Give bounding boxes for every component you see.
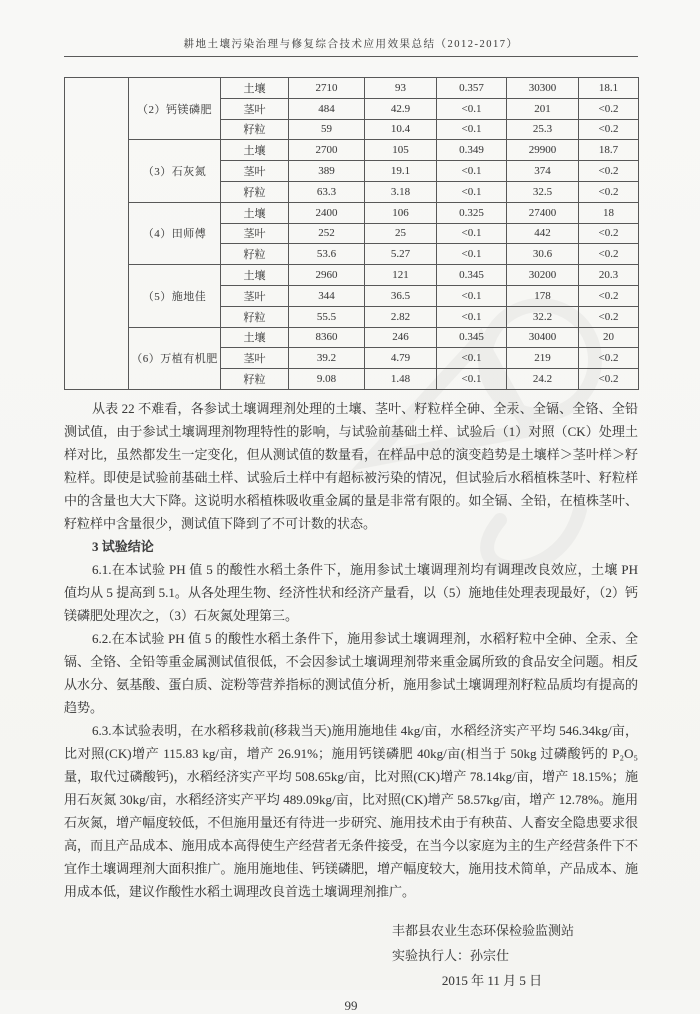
value-cell: <0.1 — [437, 181, 507, 202]
value-cell: <0.2 — [579, 348, 639, 369]
value-cell: 30300 — [507, 78, 579, 99]
value-cell: <0.2 — [579, 161, 639, 182]
treatment-name-cell: （2）钙镁磷肥 — [129, 78, 221, 140]
sample-type-cell: 茎叶 — [221, 348, 289, 369]
value-cell: <0.1 — [437, 285, 507, 306]
page-header-title: 耕地土壤污染治理与修复综合技术应用效果总结（2012-2017） — [64, 36, 638, 57]
sample-type-cell: 土壤 — [221, 140, 289, 161]
value-cell: 0.349 — [437, 140, 507, 161]
value-cell: 53.6 — [289, 244, 365, 265]
value-cell: <0.2 — [579, 223, 639, 244]
value-cell: <0.1 — [437, 161, 507, 182]
value-cell: 3.18 — [365, 181, 437, 202]
value-cell: 59 — [289, 119, 365, 140]
sample-type-cell: 籽粒 — [221, 119, 289, 140]
value-cell: 0.345 — [437, 327, 507, 348]
value-cell: 442 — [507, 223, 579, 244]
value-cell: 32.5 — [507, 181, 579, 202]
value-cell: 389 — [289, 161, 365, 182]
value-cell: 9.08 — [289, 369, 365, 390]
sample-type-cell: 籽粒 — [221, 306, 289, 327]
sample-type-cell: 土壤 — [221, 78, 289, 99]
value-cell: 2.82 — [365, 306, 437, 327]
sample-type-cell: 茎叶 — [221, 98, 289, 119]
value-cell: <0.1 — [437, 119, 507, 140]
value-cell: <0.1 — [437, 369, 507, 390]
value-cell: 10.4 — [365, 119, 437, 140]
value-cell: 18 — [579, 202, 639, 223]
treatment-name-cell: （3）石灰氮 — [129, 140, 221, 202]
empty-spanner-cell — [65, 78, 129, 390]
value-cell: 484 — [289, 98, 365, 119]
treatment-table-body — [65, 78, 639, 390]
sample-type-cell: 土壤 — [221, 327, 289, 348]
treatment-name-cell: （6）万植有机肥 — [129, 327, 221, 389]
section-heading-conclusions: 3 试验结论 — [91, 538, 154, 554]
value-cell: <0.2 — [579, 244, 639, 265]
value-cell: 93 — [365, 78, 437, 99]
value-cell: 105 — [365, 140, 437, 161]
value-cell: <0.1 — [437, 98, 507, 119]
value-cell: <0.2 — [579, 181, 639, 202]
paragraph-6-3: 6.3.本试验表明，在水稻移栽前(移栽当天)施用施地佳 4kg/亩，水稻经济实产平均 546.34kg/亩，比对照(CK)增产 115.83 kg/亩，增产 26.91%；施用钙镁磷肥 40kg/亩(相当于 50kg 过磷酸钙的 P₂O₅ 量，取代过磷酸钙)，水稻经济实产平均 508.65kg/亩，比对照(CK)增产 78.14kg/亩，增产 18.15%；施用石灰氮 30kg/亩，水稻经济实产平均 489.09kg/亩，比对照(CK)增产 58.57kg/亩，增产 12.78%。施用石灰氮，增产幅度较低，不但施用量还有待进一步研究、施用技术由于有秧苗、人畜安全隐患要求很高，而且产品成本、施用成本高得使生产经营者无条件接受，在当今以家庭为主的生产经营条件下不宜作土壤调理剂大面积推广。施用施地佳、钙镁磷肥，增产幅度较大，施用技术简单，产品成本、施用成本低，建议作酸性水稻土调理改良首选土壤调理剂推广。 — [64, 722, 638, 899]
value-cell: 178 — [507, 285, 579, 306]
value-cell: 20.3 — [579, 265, 639, 286]
table-row — [65, 140, 639, 161]
sample-type-cell: 土壤 — [221, 265, 289, 286]
value-cell: 252 — [289, 223, 365, 244]
value-cell: 0.345 — [437, 265, 507, 286]
value-cell: 8360 — [289, 327, 365, 348]
sample-type-cell: 茎叶 — [221, 223, 289, 244]
signature-date: 2015 年 11 月 5 日 — [441, 972, 543, 988]
sample-type-cell: 茎叶 — [221, 161, 289, 182]
value-cell: <0.2 — [579, 369, 639, 390]
value-cell: <0.2 — [579, 306, 639, 327]
value-cell: 39.2 — [289, 348, 365, 369]
value-cell: 106 — [365, 202, 437, 223]
value-cell: <0.1 — [437, 348, 507, 369]
value-cell: 32.2 — [507, 306, 579, 327]
page-number: 99 — [344, 997, 358, 1013]
page-content — [64, 0, 638, 1014]
value-cell: 18.7 — [579, 140, 639, 161]
value-cell: 29900 — [507, 140, 579, 161]
value-cell: 0.357 — [437, 78, 507, 99]
value-cell: 2960 — [289, 265, 365, 286]
treatment-name-cell: （5）施地佳 — [129, 265, 221, 327]
value-cell: 25 — [365, 223, 437, 244]
paragraph-6-1: 6.1.在本试验 PH 值 5 的酸性水稻土条件下，施用参试土壤调理剂均有调理改良效应，土壤 PH 值均从 5 提高到 5.1。从各处理生物、经济性状和经济产量看，以（5）施地佳处理表现最好，（2）钙镁磷肥处理次之，（3）石灰氮处理第三。 — [64, 561, 638, 623]
treatment-results-table — [64, 77, 639, 390]
sample-type-cell: 籽粒 — [221, 369, 289, 390]
value-cell: 18.1 — [579, 78, 639, 99]
body-text — [64, 397, 638, 903]
value-cell: <0.1 — [437, 306, 507, 327]
value-cell: 24.2 — [507, 369, 579, 390]
value-cell: 42.9 — [365, 98, 437, 119]
value-cell: 30400 — [507, 327, 579, 348]
value-cell: <0.2 — [579, 285, 639, 306]
value-cell: 219 — [507, 348, 579, 369]
paragraph-6-2: 6.2.在本试验 PH 值 5 的酸性水稻土条件下，施用参试土壤调理剂，水稻籽粒中全砷、全汞、全镉、全铬、全铅等重金属测试值很低，不会因参试土壤调理剂带来重金属所致的食品安全问题。相反从水分、氨基酸、蛋白质、淀粉等营养指标的测试值分析，施用参试土壤调理剂籽粒品质均有提高的趋势。 — [64, 630, 638, 715]
value-cell: <0.1 — [437, 223, 507, 244]
value-cell: 1.48 — [365, 369, 437, 390]
value-cell: 27400 — [507, 202, 579, 223]
sample-type-cell: 土壤 — [221, 202, 289, 223]
value-cell: 0.325 — [437, 202, 507, 223]
value-cell: 344 — [289, 285, 365, 306]
value-cell: <0.2 — [579, 98, 639, 119]
value-cell: 25.3 — [507, 119, 579, 140]
value-cell: <0.1 — [437, 244, 507, 265]
value-cell: 2400 — [289, 202, 365, 223]
signature-executor: 实验执行人：孙宗仕 — [392, 947, 510, 963]
paragraph-summary: 从表 22 不难看，各参试土壤调理剂处理的土壤、茎叶、籽粒样全砷、全汞、全镉、全铬、全铅测试值，由于参试土壤调理剂物理特性的影响，与试验前基础土样、试验后（1）对照（CK）处理土样对比，虽然都发生一定变化，但从测试值的数量看，在样品中总的演变趋势是土壤样＞茎叶样＞籽粒样。即使是试验前基础土样、试验后土样中有超标被污染的情况，但试验后水稻植株茎叶、籽粒样中的含量也大大下降。这说明水稻植株吸收重金属的量是非常有限的。如全镉、全铅，在植株茎叶、籽粒样中含量很少，测试值下降到了不可计数的状态。 — [64, 400, 638, 531]
signature-organization: 丰都县农业生态环保检验监测站 — [392, 922, 575, 938]
sample-type-cell: 茎叶 — [221, 285, 289, 306]
sample-type-cell: 籽粒 — [221, 244, 289, 265]
signature-block — [392, 918, 592, 993]
value-cell: 19.1 — [365, 161, 437, 182]
value-cell: 30200 — [507, 265, 579, 286]
value-cell: 36.5 — [365, 285, 437, 306]
value-cell: 30.6 — [507, 244, 579, 265]
value-cell: 2710 — [289, 78, 365, 99]
value-cell: 201 — [507, 98, 579, 119]
value-cell: 55.5 — [289, 306, 365, 327]
value-cell: 374 — [507, 161, 579, 182]
value-cell: 20 — [579, 327, 639, 348]
value-cell: <0.2 — [579, 119, 639, 140]
table-row — [65, 327, 639, 348]
value-cell: 246 — [365, 327, 437, 348]
value-cell: 63.3 — [289, 181, 365, 202]
table-row — [65, 202, 639, 223]
treatment-name-cell: （4）田师傅 — [129, 202, 221, 264]
value-cell: 4.79 — [365, 348, 437, 369]
table-row — [65, 78, 639, 99]
sample-type-cell: 籽粒 — [221, 181, 289, 202]
value-cell: 2700 — [289, 140, 365, 161]
value-cell: 5.27 — [365, 244, 437, 265]
value-cell: 121 — [365, 265, 437, 286]
table-row — [65, 265, 639, 286]
